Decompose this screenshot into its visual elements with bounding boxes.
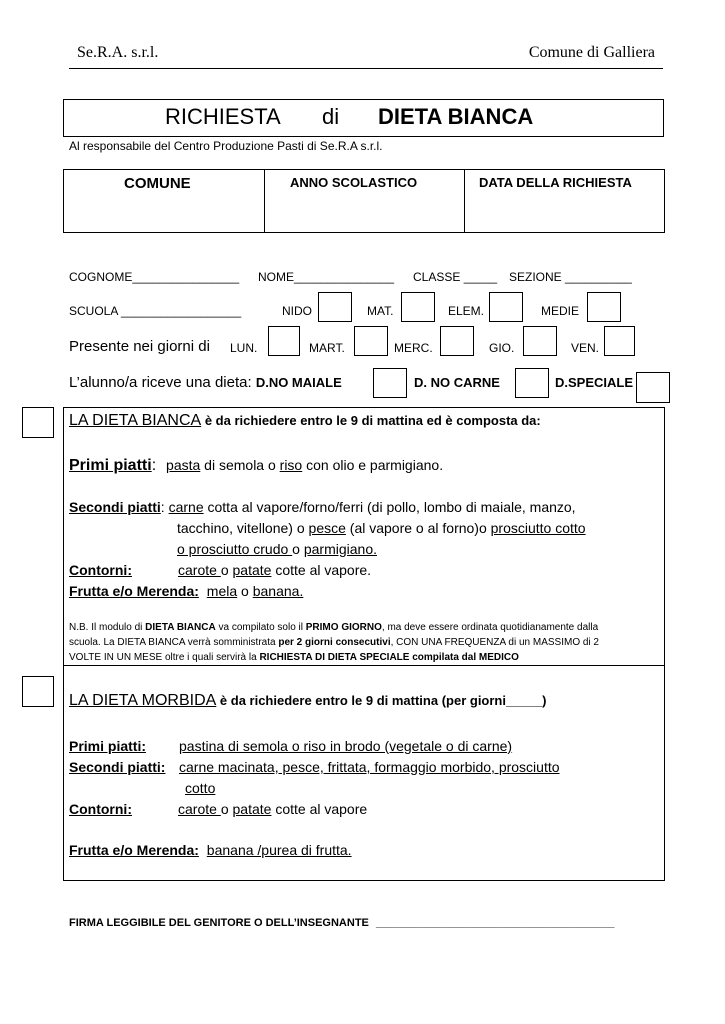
bianca-contorni-t2: cotte al vapore. [271,562,372,578]
morbida-primi-label: Primi piatti: [69,738,147,754]
diet-type-line [69,374,342,391]
bianca-subtitle: è da richiedere entro le 9 di mattina ed è composta da: [201,413,541,428]
bianca-secondi-parmigiano: parmigiano. [303,541,378,557]
bianca-secondi-t1: cotta al vapore/forno/ferri (di pollo, lombo di maiale, manzo, [203,499,576,515]
no-carne-label: D. NO CARNE [414,375,500,390]
bianca-secondi-line3 [177,541,377,557]
morbida-secondi-text: carne macinata, pesce, frittata, formaggio morbido, prosciutto [179,759,560,775]
bianca-secondi-pesce: pesce [308,520,346,536]
nb-2c: , CON UNA FREQUENZA di un MASSIMO di 2 [390,637,599,648]
morbida-checkbox[interactable] [22,676,54,707]
morbida-days-blank[interactable]: _____ [505,693,543,708]
scuola-field[interactable]: SCUOLA __________________ [69,304,242,318]
signature-line[interactable]: _______________________________________ [375,917,615,929]
morbida-title: LA DIETA MORBIDA [69,692,217,709]
nome-field[interactable]: NOME_______________ [258,270,395,284]
morbida-contorni-t1: o [220,801,233,817]
nb-2b: per 2 giorni consecutivi [278,637,391,648]
gio-checkbox[interactable] [523,326,557,356]
cognome-field[interactable]: COGNOME________________ [69,270,240,284]
bianca-heading [69,412,541,430]
morbida-secondi-label: Secondi piatti: [69,759,166,775]
mat-checkbox[interactable] [401,292,435,322]
bianca-secondi-l3a: o [292,541,304,557]
no-carne-checkbox[interactable] [515,368,549,398]
diet-section-divider [63,665,665,666]
col-comune: COMUNE [124,175,191,192]
morbida-frutta-label: Frutta e/o Merenda: [69,842,199,858]
recipient-line: Al responsabile del Centro Produzione Pasti di Se.R.A s.r.l. [69,139,383,153]
morbida-close: ) [542,693,547,708]
bianca-contorni-carote: carote [178,562,221,578]
nido-label: NIDO [282,304,312,318]
signature-row [69,917,615,929]
ven-checkbox[interactable] [604,326,635,356]
bianca-primi-colon: : [151,457,157,474]
bianca-frutta-t1: o [237,583,253,599]
table-divider-2 [464,170,465,232]
elem-checkbox[interactable] [489,292,523,322]
morbida-frutta-text: banana /purea di frutta. [206,842,352,858]
nb-3b: RICHIESTA DI DIETA SPECIALE compilata dal MEDICO [259,652,519,663]
bianca-checkbox[interactable] [22,407,54,438]
morbida-subtitle: è da richiedere entro le 9 di mattina (per giorni [216,693,506,708]
sezione-field[interactable]: SEZIONE __________ [509,270,632,284]
bianca-contorni-patate: patate [232,562,272,578]
title-part2: di [322,104,340,129]
ven-label: VEN. [571,341,600,355]
nb-1d: PRIMO GIORNO [305,622,382,633]
no-maiale-checkbox[interactable] [373,368,407,398]
bianca-primi-t1: di semola o [200,457,280,473]
title-part3: DIETA BIANCA [378,104,534,129]
mart-label: MART. [309,341,345,355]
morbida-secondi-text2: cotto [185,780,216,796]
nb-3a: VOLTE IN UN MESE oltre i quali servirà la [69,652,260,663]
nb-1a: N.B. Il modulo di [69,622,146,633]
bianca-contorni-label: Contorni: [69,562,132,578]
morbida-contorni-text [178,801,367,817]
mart-checkbox[interactable] [354,326,388,356]
bianca-primi-riso: riso [279,457,303,473]
lun-checkbox[interactable] [268,326,300,356]
bianca-title: LA DIETA BIANCA [69,412,202,429]
company-name: Se.R.A. s.r.l. [77,44,159,61]
bianca-secondi-label: Secondi piatti [69,499,161,515]
elem-label: ELEM. [448,304,485,318]
bianca-contorni-text [178,562,371,578]
bianca-secondi-l2b: (al vapore o al forno)o [345,520,491,536]
lun-label: LUN. [230,341,258,355]
bianca-secondi-carne: carne [168,499,204,515]
bianca-secondi-l2a: tacchino, vitellone) o [177,520,309,536]
nb-2a: scuola. La DIETA BIANCA verrà somministrata [69,637,279,648]
nb-1c: va compilato solo il [215,622,306,633]
bianca-secondi-line2 [177,520,586,536]
bianca-contorni-t1: o [220,562,233,578]
title-box [63,99,664,137]
bianca-frutta-mela: mela [206,583,238,599]
header-divider [69,68,663,69]
signature-label: FIRMA LEGGIBILE DEL GENITORE O DELL’INSEGNANTE [69,917,369,929]
nb-1b: DIETA BIANCA [145,622,216,633]
morbida-frutta [69,842,352,858]
merc-label: MERC. [394,341,433,355]
municipality-name: Comune di Galliera [528,44,655,61]
bianca-frutta-banana: banana. [252,583,304,599]
gio-label: GIO. [489,341,515,355]
bianca-frutta [69,583,303,599]
medie-label: MEDIE [541,304,580,318]
nb-line2 [69,637,599,648]
speciale-checkbox[interactable] [636,372,670,403]
col-anno-scolastico: ANNO SCOLASTICO [290,175,418,190]
morbida-contorni-label: Contorni: [69,801,132,817]
classe-field[interactable]: CLASSE _____ [413,270,498,284]
no-maiale-label: D.NO MAIALE [255,375,342,390]
nb-line1 [69,622,598,633]
morbida-contorni-carote: carote [178,801,221,817]
title-part1: RICHIESTA [165,104,281,129]
speciale-label: D.SPECIALE [555,375,634,390]
nb-line3 [69,652,519,663]
bianca-primi-label: Primi piatti [69,457,152,474]
nb-1e: , ma deve essere ordinata quotidianamente dalla [381,622,599,633]
morbida-heading [69,692,546,710]
col-data-richiesta: DATA DELLA RICHIESTA [479,175,632,190]
request-table [63,169,665,233]
bianca-primi [69,457,443,475]
morbida-primi-text: pastina di semola o riso in brodo (vegetale o di carne) [179,738,513,754]
merc-checkbox[interactable] [440,326,474,356]
diet-type-label: L’alunno/a riceve una dieta: [69,374,256,391]
morbida-contorni-t2: cotte al vapore [271,801,368,817]
bianca-secondi-prosciutto-cotto: prosciutto cotto [490,520,586,536]
bianca-secondi-prosciutto-crudo: o prosciutto crudo [177,541,293,557]
medie-checkbox[interactable] [587,292,621,322]
bianca-secondi-colon: : [160,499,169,515]
bianca-frutta-label: Frutta e/o Merenda: [69,583,199,599]
table-divider-1 [264,170,265,232]
bianca-primi-t2: con olio e parmigiano. [302,457,444,473]
bianca-primi-pasta: pasta [166,457,201,473]
nido-checkbox[interactable] [318,292,352,322]
days-label: Presente nei giorni di [69,338,210,355]
mat-label: MAT. [367,304,394,318]
bianca-secondi [69,499,576,515]
morbida-contorni-patate: patate [232,801,272,817]
